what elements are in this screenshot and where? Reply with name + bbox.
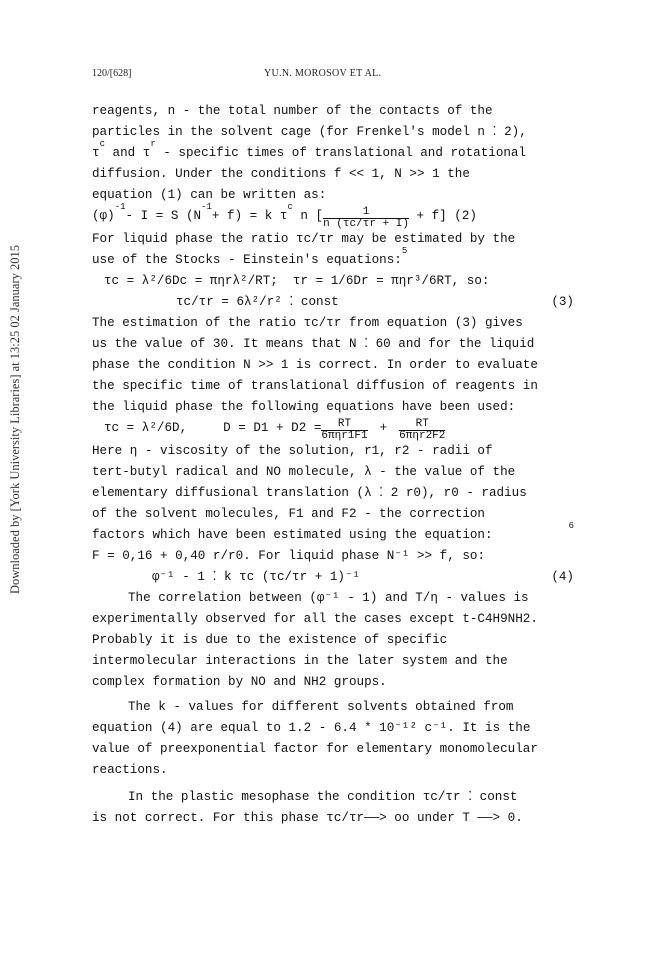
- text-line: In the plastic mesophase the condition τc/τr ⁚ const: [128, 790, 518, 804]
- equation-2: (φ) -1 - I = S (N -1 + f) = k τ c n [ $\frac{1}{n (\tau c/\tau r + I)}$ + f] (2): [92, 202, 477, 230]
- equation-number: (3): [551, 295, 574, 309]
- text-line: of the solvent molecules, F1 and F2 - the correction: [92, 507, 485, 521]
- page-header: [92, 68, 612, 84]
- text-line: reactions.: [92, 763, 168, 777]
- download-note: Downloaded by [York University Libraries] at 13:25 02 January 2015: [7, 245, 22, 595]
- text-line: reagents, n - the total number of the contacts of the: [92, 104, 493, 118]
- text-line: diffusion. Under the conditions f << 1, N >> 1 the: [92, 167, 470, 181]
- text-line: particles in the solvent cage (for Frenkel's model n ⁚ 2),: [92, 125, 527, 139]
- text-line: F = 0,16 + 0,40 r/r0. For liquid phase N⁻¹ >> f, so:: [92, 549, 486, 563]
- text-line: intermolecular interactions in the later system and the: [92, 654, 508, 668]
- equation-4: φ⁻¹ - 1 ⁚ k τc (τc/τr + 1)⁻¹ (4): [152, 570, 574, 584]
- text-line: The correlation between (φ⁻¹ - 1) and T/η - values is: [128, 591, 529, 605]
- equation-line: τc = λ²/6Dc = πηrλ²/RT; τr = 1/6Dr = πηr³/6RT, so:: [104, 274, 490, 288]
- text-line: The estimation of the ratio τc/τr from equation (3) gives: [92, 316, 523, 330]
- text-line: Here η - viscosity of the solution, r1, r2 - radii of: [92, 444, 493, 458]
- equation-3: τc/τr = 6λ²/r² ⁚ const (3): [176, 295, 574, 309]
- page-number: 120/[628]: [92, 68, 132, 79]
- text-line: value of preexponential factor for elementary monomolecular: [92, 742, 538, 756]
- running-head: YU.N. MOROSOV ET AL.: [264, 68, 382, 79]
- text-line: equation (4) are equal to 1.2 - 6.4 * 10⁻¹² c⁻¹. It is the: [92, 721, 531, 735]
- text-line: tert-butyl radical and NO molecule, λ - the value of the: [92, 465, 516, 479]
- text-line: For liquid phase the ratio τc/τr may be estimated by the: [92, 232, 516, 246]
- fraction: $\frac{RT}{\text{6πηr1F1}}$: [321, 418, 368, 442]
- text-line: The k - values for different solvents obtained from: [128, 700, 514, 714]
- text-line: us the value of 30. It means that N ⁚ 60 and for the liquid: [92, 337, 535, 351]
- text-line: equation (1) can be written as:: [92, 188, 327, 202]
- text-line: experimentally observed for all the cases except t-C4H9NH2.: [92, 612, 538, 626]
- equation-number: (4): [551, 570, 574, 584]
- text-line: the liquid phase the following equations have been used:: [92, 400, 516, 414]
- text-line: factors which have been estimated using the equation: 6: [92, 521, 574, 542]
- text-line: elementary diffusional translation (λ ⁚ 2 r0), r0 - radius: [92, 486, 527, 500]
- text-line: phase the condition N >> 1 is correct. In order to evaluate: [92, 358, 538, 372]
- fraction: $\frac{RT}{\text{6πηr2F2}}$: [399, 418, 446, 442]
- text-line: τ c and τ r - specific times of translational and rotational: [92, 139, 527, 160]
- download-watermark: [4, 140, 26, 700]
- text-line: use of the Stocks - Einstein's equations: 5: [92, 246, 408, 267]
- text-line: is not correct. For this phase τc/τr——> oo under T ——> 0.: [92, 811, 523, 825]
- text-line: Probably it is due to the existence of specific: [92, 633, 448, 647]
- text-line: the specific time of translational diffusion of reagents in: [92, 379, 538, 393]
- text-line: complex formation by NO and NH2 groups.: [92, 675, 387, 689]
- diffusion-equation: τc = λ²/6D, D = D1 + D2 = $\frac{RT}{\text{6πηr1F1}}$ + $\frac{RT}{\text{6πηr2F2}}$: [104, 418, 446, 442]
- fraction: $\frac{1}{n (\tau c/\tau r + I)}$: [323, 206, 409, 230]
